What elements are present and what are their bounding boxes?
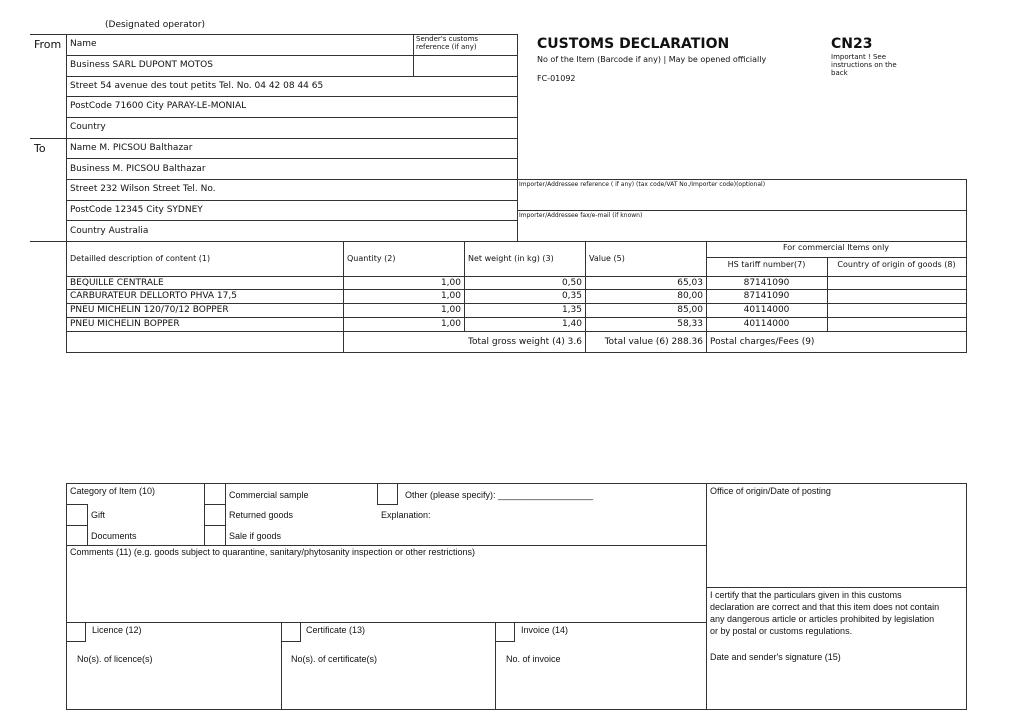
certificate-checkbox[interactable] bbox=[281, 622, 301, 642]
to-postcode: PostCode 12345 City SYDNEY bbox=[70, 205, 203, 215]
from-label: From bbox=[34, 38, 62, 51]
to-name: Name M. PICSOU Balthazar bbox=[70, 143, 193, 153]
header-hs-tariff: HS tariff number(7) bbox=[727, 260, 806, 269]
item-hs: 40114000 bbox=[743, 305, 790, 315]
category-other: Other (please specify): ___________________ bbox=[405, 490, 594, 500]
header-description: Detailled description of content (1) bbox=[70, 254, 211, 263]
item-hs: 40114000 bbox=[743, 319, 790, 329]
item-number: FC-01092 bbox=[537, 74, 576, 83]
item-weight: 1,40 bbox=[561, 319, 582, 329]
signature-label: Date and sender's signature (15) bbox=[710, 652, 841, 662]
item-hs: 87141090 bbox=[743, 278, 790, 288]
certificate-numbers-label: No(s). of certificate(s) bbox=[291, 654, 378, 664]
certify-text-1: I certify that the particulars given in this customs bbox=[710, 590, 902, 600]
item-description: CARBURATEUR DELLORTO PHVA 17,5 bbox=[70, 291, 237, 301]
office-of-origin-label: Office of origin/Date of posting bbox=[710, 486, 831, 496]
item-value: 80,00 bbox=[677, 291, 703, 301]
to-business: Business M. PICSOU Balthazar bbox=[70, 164, 206, 174]
header-value: Value (5) bbox=[589, 254, 625, 263]
item-quantity: 1,00 bbox=[440, 291, 461, 301]
sender-ref-label-1: Sender's customs bbox=[416, 35, 479, 43]
header-origin: Country of origin of goods (8) bbox=[837, 260, 956, 269]
item-weight: 0,35 bbox=[561, 291, 582, 301]
licence-checkbox[interactable] bbox=[66, 622, 86, 642]
header-quantity: Quantity (2) bbox=[347, 254, 396, 263]
item-value: 58,33 bbox=[677, 319, 703, 329]
item-value: 65,03 bbox=[677, 278, 703, 288]
licence-numbers-label: No(s). of licence(s) bbox=[77, 654, 153, 664]
certify-text-4: or by postal or customs regulations. bbox=[710, 626, 853, 636]
item-quantity: 1,00 bbox=[440, 319, 461, 329]
certificate-label: Certificate (13) bbox=[306, 625, 366, 635]
item-weight: 0,50 bbox=[561, 278, 582, 288]
from-name: Name bbox=[70, 39, 97, 49]
item-quantity: 1,00 bbox=[440, 278, 461, 288]
item-description: PNEU MICHELIN 120/70/12 BOPPER bbox=[70, 305, 229, 315]
item-hs: 87141090 bbox=[743, 291, 790, 301]
category-gift: Gift bbox=[91, 510, 106, 520]
licence-label: Licence (12) bbox=[92, 625, 142, 635]
importer-fax-label: Importer/Addressee fax/e-mail (if known) bbox=[519, 212, 643, 219]
invoice-checkbox[interactable] bbox=[495, 622, 515, 642]
to-label: To bbox=[34, 142, 46, 155]
header-net-weight: Net weight (in kg) (3) bbox=[468, 254, 554, 263]
designated-operator: (Designated operator) bbox=[105, 20, 205, 30]
invoice-label: Invoice (14) bbox=[521, 625, 569, 635]
from-street: Street 54 avenue des tout petits Tel. No. 04 42 08 44 65 bbox=[70, 81, 324, 91]
category-returned-goods: Returned goods bbox=[229, 510, 294, 520]
sender-ref-label-2: reference (if any) bbox=[416, 43, 477, 51]
category-explanation: Explanation: bbox=[381, 510, 431, 520]
category-label: Category of Item (10) bbox=[70, 486, 156, 496]
from-country: Country bbox=[70, 122, 106, 132]
from-business: Business SARL DUPONT MOTOS bbox=[70, 60, 213, 70]
important-note-1: Important ! See bbox=[831, 53, 887, 61]
postal-charges: Postal charges/Fees (9) bbox=[710, 337, 815, 347]
importer-reference-label: Importer/Addressee reference ( if any) (tax code/VAT No./Importer code)(optional) bbox=[519, 181, 766, 188]
total-gross-weight: Total gross weight (4) 3.6 bbox=[468, 337, 582, 347]
important-note-2: instructions on the bbox=[831, 61, 897, 69]
category-commercial-sample: Commercial sample bbox=[229, 490, 309, 500]
to-street: Street 232 Wilson Street Tel. No. bbox=[70, 184, 216, 194]
total-value: Total value (6) 288.36 bbox=[604, 337, 703, 347]
form-title: CUSTOMS DECLARATION bbox=[537, 36, 730, 52]
certify-text-2: declaration are correct and that this item does not contain bbox=[710, 602, 940, 612]
item-weight: 1,35 bbox=[561, 305, 582, 315]
comments-label: Comments (11) (e.g. goods subject to quarantine, sanitary/phytosanity inspection or other restrictions) bbox=[70, 547, 476, 557]
form-code: CN23 bbox=[831, 36, 873, 52]
to-country: Country Australia bbox=[70, 226, 149, 236]
certify-text-3: any dangerous article or articles prohibited by legislation bbox=[710, 614, 935, 624]
item-value: 85,00 bbox=[677, 305, 703, 315]
barcode-label: No of the Item (Barcode if any) | May be opened officially bbox=[537, 55, 767, 64]
category-documents: Documents bbox=[91, 531, 137, 541]
important-note-3: back bbox=[831, 69, 848, 77]
commercial-header: For commercial Items only bbox=[782, 243, 890, 252]
item-description: PNEU MICHELIN BOPPER bbox=[70, 319, 180, 329]
item-quantity: 1,00 bbox=[440, 305, 461, 315]
item-description: BEQUILLE CENTRALE bbox=[70, 278, 164, 288]
invoice-number-label: No. of invoice bbox=[506, 654, 561, 664]
category-sale-of-goods: Sale if goods bbox=[229, 531, 282, 541]
from-postcode: PostCode 71600 City PARAY-LE-MONIAL bbox=[70, 101, 247, 111]
